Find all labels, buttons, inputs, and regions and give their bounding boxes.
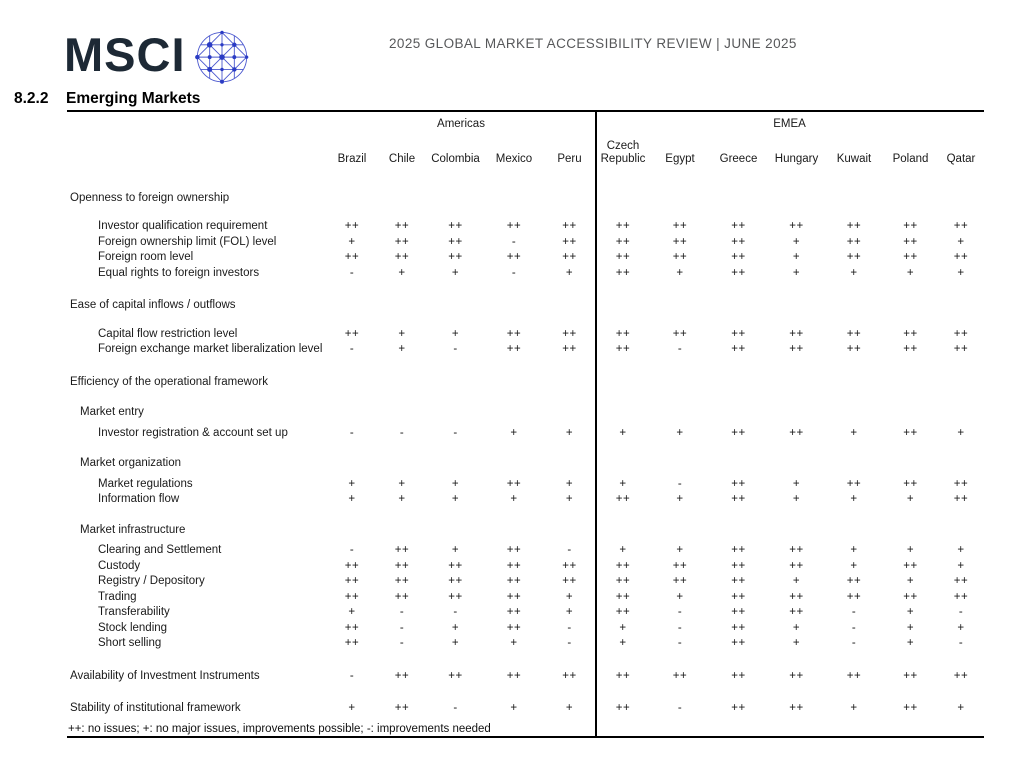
rating-cell: ++	[789, 669, 804, 682]
rating-cell: -	[453, 426, 458, 439]
rating-cell: ++	[344, 327, 360, 340]
rating-cell: ++	[615, 669, 631, 682]
rating-cell: ++	[903, 559, 918, 572]
accessibility-table	[67, 110, 984, 738]
rating-cell: ++	[448, 220, 463, 233]
region-group-header-row	[67, 112, 984, 136]
rating-cell: ++	[615, 266, 631, 279]
rating-cell: ++	[562, 251, 577, 264]
region-group-label: Americas	[437, 118, 485, 130]
rating-cell: ++	[731, 669, 746, 682]
rating-cell: ++	[506, 220, 522, 233]
rating-cell: ++	[394, 220, 410, 233]
rating-cell: ++	[562, 343, 577, 356]
table-row	[67, 425, 984, 441]
rating-cell: ++	[344, 251, 360, 264]
table-row	[67, 476, 984, 492]
rating-cell: ++	[394, 702, 410, 715]
row-label: Market infrastructure	[80, 523, 186, 536]
region-divider-line	[595, 112, 597, 736]
rating-cell: ++	[731, 621, 746, 634]
rating-cell: +	[565, 702, 574, 715]
msci-logo-text: MSCI	[64, 28, 186, 81]
rating-cell: ++	[953, 493, 969, 506]
rating-cell: -	[349, 669, 355, 682]
row-label: Transferability	[98, 606, 170, 619]
rating-cell: +	[451, 327, 460, 340]
rating-cell: ++	[846, 220, 862, 233]
rating-cell: ++	[789, 606, 804, 619]
rating-cell: +	[619, 426, 627, 439]
rating-cell: +	[565, 266, 574, 279]
row-label: Market entry	[80, 406, 144, 419]
rating-cell: ++	[903, 251, 918, 264]
rating-cell: ++	[615, 251, 631, 264]
msci-globe-network-icon	[194, 28, 250, 84]
rating-cell: +	[792, 251, 801, 264]
row-label: Equal rights to foreign investors	[98, 266, 260, 279]
rating-cell: ++	[615, 343, 631, 356]
row-label: Market regulations	[98, 477, 193, 490]
rating-cell: -	[677, 637, 683, 650]
rating-cell: ++	[448, 251, 463, 264]
rating-cell: +	[792, 575, 801, 588]
rating-cell: ++	[731, 559, 746, 572]
rating-cell: -	[567, 637, 572, 650]
row-label: Foreign exchange market liberalization level	[98, 343, 323, 356]
rating-cell: ++	[506, 606, 522, 619]
table-row	[67, 190, 984, 206]
rating-cell: ++	[953, 343, 969, 356]
row-label: Capital flow restriction level	[98, 327, 238, 340]
msci-logo	[64, 28, 250, 84]
rating-cell: ++	[846, 590, 862, 603]
rating-cell: +	[850, 702, 858, 715]
row-label: Availability of Investment Instruments	[70, 669, 260, 682]
country-header: Czech Republic	[600, 140, 646, 165]
rating-cell: +	[957, 426, 965, 439]
rating-cell: ++	[789, 426, 804, 439]
rating-cell: ++	[506, 590, 522, 603]
rating-cell: ++	[672, 327, 688, 340]
row-label: Trading	[98, 590, 137, 603]
rating-cell: ++	[562, 220, 577, 233]
rating-cell: +	[792, 621, 801, 634]
rating-cell: +	[792, 493, 801, 506]
rating-cell: ++	[448, 575, 463, 588]
rating-cell: +	[510, 637, 518, 650]
rating-cell: ++	[394, 559, 410, 572]
rating-cell: ++	[731, 637, 746, 650]
table-row	[67, 522, 984, 538]
rating-cell: +	[792, 266, 801, 279]
rating-cell: ++	[394, 669, 410, 682]
rating-cell: ++	[448, 235, 463, 248]
rating-cell: ++	[672, 251, 688, 264]
rating-cell: ++	[615, 559, 631, 572]
table-row	[67, 636, 984, 652]
rating-cell: +	[451, 493, 460, 506]
rating-cell: +	[676, 266, 684, 279]
rating-cell: ++	[903, 343, 918, 356]
rating-cell: +	[957, 235, 965, 248]
rating-cell: ++	[672, 559, 688, 572]
table-row	[67, 298, 984, 314]
rating-cell: ++	[615, 493, 631, 506]
rating-cell: ++	[506, 477, 522, 490]
table-row	[67, 558, 984, 574]
row-label: Market organization	[80, 457, 181, 470]
rating-cell: +	[676, 544, 684, 557]
rating-cell: ++	[394, 235, 410, 248]
rating-cell: +	[510, 493, 518, 506]
section-title: Emerging Markets	[66, 90, 201, 107]
rating-cell: ++	[506, 343, 522, 356]
rating-cell: ++	[394, 590, 410, 603]
rating-cell: ++	[846, 477, 862, 490]
table-row	[67, 265, 984, 281]
table-row	[67, 620, 984, 636]
table-row	[67, 456, 984, 472]
rating-cell: ++	[672, 220, 688, 233]
country-header: Chile	[388, 153, 416, 165]
rating-cell: ++	[903, 669, 918, 682]
rating-cell: +	[792, 477, 801, 490]
rating-cell: -	[349, 426, 355, 439]
rating-cell: +	[957, 621, 965, 634]
rating-cell: ++	[789, 343, 804, 356]
rating-cell: ++	[903, 702, 918, 715]
rating-cell: -	[851, 621, 857, 634]
rating-cell: ++	[731, 590, 746, 603]
rating-cell: ++	[672, 235, 688, 248]
rating-cell: ++	[506, 621, 522, 634]
table-row	[67, 701, 984, 717]
rating-cell: +	[398, 327, 406, 340]
rating-cell: ++	[615, 702, 631, 715]
rating-cell: +	[676, 493, 684, 506]
rating-cell: +	[348, 493, 356, 506]
row-label: Ease of capital inflows / outflows	[70, 299, 236, 312]
country-header: Brazil	[337, 153, 367, 165]
rating-cell: ++	[344, 220, 360, 233]
rating-cell: ++	[903, 590, 918, 603]
country-header: Peru	[557, 153, 582, 165]
rating-cell: ++	[846, 251, 862, 264]
rating-cell: +	[398, 266, 406, 279]
rating-cell: +	[398, 343, 406, 356]
rating-cell: -	[453, 343, 458, 356]
rating-cell: +	[348, 477, 356, 490]
table-row	[67, 374, 984, 390]
rating-cell: ++	[506, 669, 522, 682]
rating-cell: -	[399, 426, 405, 439]
country-header: Hungary	[774, 153, 819, 165]
country-header: Poland	[892, 153, 929, 165]
rating-cell: +	[792, 637, 801, 650]
rating-cell: -	[677, 477, 683, 490]
rating-cell: -	[349, 266, 355, 279]
rating-cell: ++	[846, 235, 862, 248]
table-row	[67, 250, 984, 266]
rating-cell: ++	[953, 251, 969, 264]
rating-cell: ++	[562, 235, 577, 248]
rating-cell: ++	[448, 669, 463, 682]
rating-cell: ++	[506, 575, 522, 588]
rating-cell: ++	[731, 343, 746, 356]
rating-cell: ++	[344, 621, 360, 634]
rating-cell: +	[565, 426, 574, 439]
rating-cell: +	[850, 266, 858, 279]
rating-cell: ++	[953, 575, 969, 588]
rating-cell: ++	[846, 575, 862, 588]
row-label: Foreign ownership limit (FOL) level	[98, 235, 277, 248]
country-header-row	[67, 136, 984, 173]
rating-cell: +	[510, 426, 518, 439]
rating-cell: +	[850, 426, 858, 439]
rating-cell: ++	[672, 575, 688, 588]
rating-cell: ++	[615, 327, 631, 340]
row-label: Custody	[98, 559, 141, 572]
rating-cell: ++	[672, 669, 688, 682]
rating-cell: ++	[789, 544, 804, 557]
row-label: Stock lending	[98, 621, 168, 634]
document-title: 2025 GLOBAL MARKET ACCESSIBILITY REVIEW | JUNE 2025	[389, 36, 797, 51]
rating-cell: ++	[953, 590, 969, 603]
rating-cell: -	[677, 343, 683, 356]
table-row	[67, 326, 984, 342]
rating-cell: ++	[615, 606, 631, 619]
rating-cell: +	[619, 477, 627, 490]
rating-cell: +	[619, 544, 627, 557]
rating-cell: +	[348, 702, 356, 715]
accessibility-table-body	[67, 190, 984, 716]
rating-cell: +	[850, 559, 858, 572]
rating-cell: ++	[731, 426, 746, 439]
rating-cell: ++	[789, 702, 804, 715]
rating-cell: ++	[506, 251, 522, 264]
section-number: 8.2.2	[14, 90, 49, 107]
rating-cell: -	[567, 544, 572, 557]
rating-cell: +	[906, 544, 915, 557]
rating-cell: +	[619, 621, 627, 634]
row-label: Stability of institutional framework	[70, 702, 241, 715]
rating-cell: ++	[731, 327, 746, 340]
row-label: Investor registration & account set up	[98, 426, 288, 439]
table-row	[67, 668, 984, 684]
table-row	[67, 589, 984, 605]
rating-cell: ++	[731, 606, 746, 619]
rating-cell: +	[906, 493, 915, 506]
rating-cell: +	[850, 544, 858, 557]
rating-cell: ++	[953, 327, 969, 340]
rating-cell: -	[399, 637, 405, 650]
country-header: Mexico	[495, 153, 533, 165]
rating-cell: -	[958, 637, 964, 650]
rating-cell: ++	[562, 559, 577, 572]
rating-cell: ++	[344, 575, 360, 588]
rating-cell: +	[906, 575, 915, 588]
row-label: Foreign room level	[98, 251, 194, 264]
rating-cell: -	[958, 606, 964, 619]
rating-cell: ++	[448, 559, 463, 572]
table-row	[67, 405, 984, 421]
rating-cell: ++	[903, 426, 918, 439]
rating-cell: ++	[903, 477, 918, 490]
rating-cell: ++	[731, 477, 746, 490]
rating-cell: +	[398, 477, 406, 490]
rating-cell: -	[677, 702, 683, 715]
rating-cell: ++	[562, 327, 577, 340]
rating-cell: +	[565, 493, 574, 506]
rating-cell: ++	[846, 343, 862, 356]
rating-cell: +	[676, 426, 684, 439]
rating-cell: +	[906, 621, 915, 634]
table-row	[67, 574, 984, 590]
rating-cell: ++	[615, 220, 631, 233]
country-header: Kuwait	[836, 153, 872, 165]
rating-cell: ++	[344, 590, 360, 603]
rating-cell: -	[567, 621, 572, 634]
rating-cell: +	[906, 637, 915, 650]
rating-cell: +	[676, 590, 684, 603]
rating-cell: +	[957, 544, 965, 557]
rating-cell: ++	[846, 327, 862, 340]
rating-cell: ++	[615, 235, 631, 248]
rating-cell: ++	[789, 327, 804, 340]
rating-cell: -	[511, 235, 517, 248]
row-label: Openness to foreign ownership	[70, 191, 230, 204]
rating-cell: +	[957, 702, 965, 715]
row-label: Information flow	[98, 493, 180, 506]
rating-cell: ++	[615, 590, 631, 603]
rating-cell: ++	[731, 251, 746, 264]
rating-cell: +	[565, 606, 574, 619]
rating-cell: ++	[506, 559, 522, 572]
rating-cell: +	[957, 559, 965, 572]
rating-cell: +	[957, 266, 965, 279]
rating-cell: +	[565, 590, 574, 603]
rating-cell: ++	[789, 590, 804, 603]
rating-cell: ++	[448, 590, 463, 603]
row-label: Short selling	[98, 637, 162, 650]
rating-cell: ++	[344, 637, 360, 650]
table-row	[67, 219, 984, 235]
rating-cell: ++	[506, 327, 522, 340]
rating-cell: ++	[903, 235, 918, 248]
table-row	[67, 605, 984, 621]
rating-cell: +	[451, 637, 460, 650]
rating-cell: +	[906, 606, 915, 619]
rating-cell: -	[399, 621, 405, 634]
country-header: Egypt	[665, 153, 695, 165]
region-group-label: EMEA	[773, 118, 806, 130]
rating-cell: ++	[953, 220, 969, 233]
rating-cell: ++	[953, 477, 969, 490]
rating-cell: ++	[731, 544, 746, 557]
rating-cell: ++	[846, 669, 862, 682]
rating-cell: ++	[562, 575, 577, 588]
rating-cell: ++	[394, 544, 410, 557]
rating-cell: ++	[731, 235, 746, 248]
row-label: Efficiency of the operational framework	[70, 375, 268, 388]
rating-cell: ++	[789, 559, 804, 572]
rating-cell: ++	[903, 327, 918, 340]
rating-cell: -	[349, 544, 355, 557]
rating-cell: +	[906, 266, 915, 279]
table-row	[67, 342, 984, 358]
rating-cell: -	[453, 702, 458, 715]
row-label: Registry / Depository	[98, 575, 205, 588]
country-header: Greece	[719, 153, 758, 165]
legend-footnote: ++: no issues; +: no major issues, improvements possible; -: improvements needed	[68, 723, 491, 735]
table-row	[67, 234, 984, 250]
rating-cell: -	[349, 343, 355, 356]
rating-cell: +	[565, 477, 574, 490]
rating-cell: ++	[731, 220, 746, 233]
rating-cell: ++	[731, 266, 746, 279]
rating-cell: +	[348, 235, 356, 248]
rating-cell: +	[792, 235, 801, 248]
rating-cell: ++	[731, 493, 746, 506]
rating-cell: -	[511, 266, 517, 279]
country-header: Colombia	[431, 153, 480, 165]
table-row	[67, 492, 984, 508]
rating-cell: -	[399, 606, 405, 619]
rating-cell: ++	[394, 251, 410, 264]
rating-cell: +	[510, 702, 518, 715]
rating-cell: +	[619, 637, 627, 650]
rating-cell: +	[451, 544, 460, 557]
rating-cell: -	[453, 606, 458, 619]
rating-cell: ++	[615, 575, 631, 588]
rating-cell: +	[850, 493, 858, 506]
rating-cell: ++	[731, 575, 746, 588]
rating-cell: +	[348, 606, 356, 619]
country-header: Qatar	[946, 153, 976, 165]
rating-cell: ++	[789, 220, 804, 233]
rating-cell: ++	[394, 575, 410, 588]
table-row	[67, 543, 984, 559]
row-label: Investor qualification requirement	[98, 220, 268, 233]
rating-cell: +	[451, 477, 460, 490]
rating-cell: ++	[953, 669, 969, 682]
rating-cell: ++	[731, 702, 746, 715]
rating-cell: ++	[562, 669, 577, 682]
rating-cell: -	[851, 606, 857, 619]
rating-cell: ++	[903, 220, 918, 233]
rating-cell: +	[398, 493, 406, 506]
rating-cell: ++	[344, 559, 360, 572]
rating-cell: +	[451, 621, 460, 634]
rating-cell: +	[451, 266, 460, 279]
rating-cell: ++	[506, 544, 522, 557]
row-label: Clearing and Settlement	[98, 544, 222, 557]
rating-cell: -	[851, 637, 857, 650]
rating-cell: -	[677, 621, 683, 634]
rating-cell: -	[677, 606, 683, 619]
